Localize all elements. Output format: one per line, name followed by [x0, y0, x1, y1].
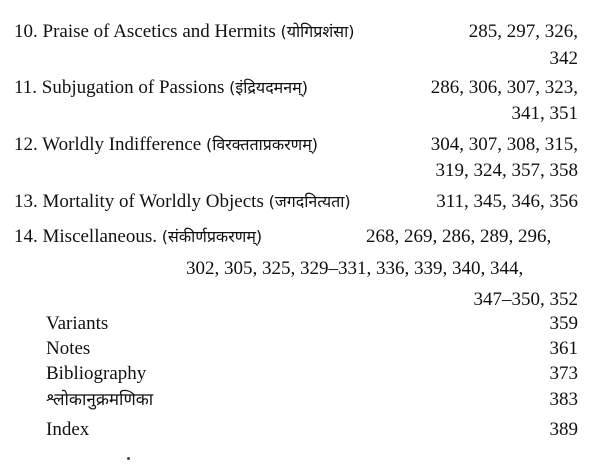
- entry-pages: 285, 297, 326,: [468, 21, 578, 42]
- toc-appendix-shloka-index: [46, 388, 153, 412]
- toc-appendix-notes: [46, 337, 90, 361]
- entry-pages-continued: 347–350, 352: [473, 289, 578, 310]
- entry-title: Worldly Indifference: [42, 134, 202, 155]
- entry-pages: 304, 307, 308, 315,: [430, 134, 578, 155]
- toc-entry-12: [14, 133, 318, 157]
- entry-pages: 311, 345, 346, 356: [436, 191, 578, 212]
- entry-number: 12.: [14, 134, 38, 155]
- appendix-title: Bibliography: [46, 363, 147, 384]
- entry-title: Mortality of Worldly Objects: [42, 191, 264, 212]
- entry-sanskrit-title: (संकीर्णप्रकरणम्): [161, 227, 263, 246]
- entry-number: 14.: [14, 226, 38, 247]
- toc-appendix-variants: [46, 312, 108, 336]
- entry-pages-continued: 342: [549, 48, 578, 69]
- entry-sanskrit-title: (जगदनित्यता): [268, 192, 351, 211]
- appendix-title: Variants: [46, 313, 109, 334]
- entry-pages-continued: 302, 305, 325, 329–331, 336, 339, 340, 344,: [186, 258, 524, 279]
- entry-sanskrit-title: (विरक्तताप्रकरणम्): [205, 135, 319, 154]
- entry-sanskrit-title: (योगिप्रशंसा): [280, 22, 355, 41]
- entry-title: Miscellaneous.: [42, 226, 158, 247]
- toc-entry-14: [14, 225, 262, 249]
- appendix-title: Index: [46, 419, 90, 440]
- appendix-title: श्लोकानुक्रमणिका: [46, 390, 154, 410]
- toc-appendix-bibliography: [46, 362, 146, 386]
- appendix-page: 359: [549, 313, 578, 334]
- toc-entry-10: [14, 20, 355, 44]
- entry-title: Praise of Ascetics and Hermits: [42, 21, 276, 42]
- entry-pages-continued: 341, 351: [511, 103, 578, 124]
- entry-sanskrit-title: (इंद्रियदमनम्): [229, 78, 308, 97]
- entry-number: 11.: [14, 77, 38, 98]
- toc-appendix-index: [46, 418, 89, 442]
- appendix-title: Notes: [46, 338, 91, 359]
- appendix-page: 373: [549, 363, 578, 384]
- toc-entry-11: [14, 76, 308, 100]
- appendix-page: 389: [549, 419, 578, 440]
- entry-pages: 268, 269, 286, 289, 296,: [366, 226, 552, 247]
- entry-title: Subjugation of Passions: [41, 77, 225, 98]
- ink-speck: [127, 457, 130, 460]
- appendix-page: 383: [549, 389, 578, 410]
- entry-number: 13.: [14, 191, 38, 212]
- entry-pages: 286, 306, 307, 323,: [430, 77, 578, 98]
- entry-number: 10.: [14, 21, 38, 42]
- toc-entry-13: [14, 190, 351, 214]
- appendix-page: 361: [549, 338, 578, 359]
- entry-pages-continued: 319, 324, 357, 358: [435, 160, 578, 181]
